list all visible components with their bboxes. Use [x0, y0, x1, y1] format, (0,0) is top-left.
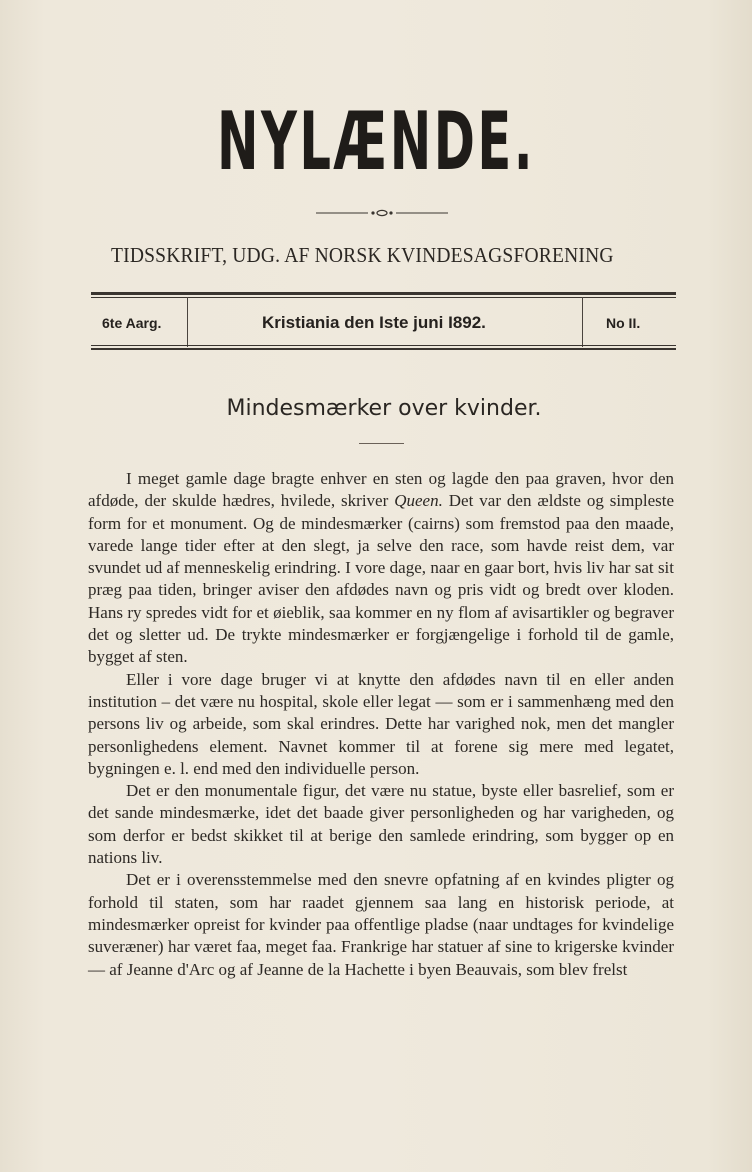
header-rule-bottom-thin — [91, 345, 676, 346]
paragraph: Eller i vore dage bruger vi at knytte den afdødes navn til en eller anden institution – det være nu hospital, skole eller legat — som er i sammenhæng med den persons liv og arbeide, som skal erindres. Dette har varighed nok, men det mangler personlighedens element. Navnet kommer til at forene sig mere med legatet, bygningen e. l. end med den individuelle person. — [88, 669, 674, 778]
paragraph: Det er i overensstemmelse med den snevre opfatning af en kvindes pligter og forhold til staten, som har raadet gjennem saa lang en historisk periode, at mindesmærker opreist for kvinder paa offentlige pladse (naar undtages for kvindelige suveræner) har været faa, meget faa. Frankrige har statuer af sine to krigerske kvinder — af Jeanne d'Arc og af Jeanne de la Hachette i byen Beauvais, som blev frelst — [88, 870, 674, 979]
header-divider-right — [582, 297, 583, 347]
masthead-title: NYLÆNDE. — [216, 95, 536, 188]
paragraph: Det er den monumentale figur, det være nu statue, byste eller basrelief, som er det sande mindesmærke, idet det baade giver personligheden og har varigheden, og som derfor er bedst skikket til at berige den samlede erindring, som bygger op en nations liv. — [88, 781, 674, 868]
header-rule-top-thin — [91, 297, 676, 298]
issue-volume: 6te Aarg. — [102, 315, 162, 331]
paragraph — [88, 468, 674, 669]
header-divider-left — [187, 297, 188, 347]
issue-place-date: Kristiania den Iste juni I892. — [262, 313, 486, 332]
journal-subtitle: TIDSSKRIFT, UDG. AF NORSK KVINDESAGSFORENING — [111, 243, 614, 267]
paragraph-text: Det var den ældste og simpleste form for et monument. Og de mindesmærker (cairns) som fremstod paa den maade, varede lange tider efter at den slegt, ja selve den race, som havde reist dem, var svundet ud af menneskelig erindring. I vore dage, naar en gaar bort, hvis liv har sat sit præg paa tiden, bringer aviser den afdødes navn og pris vidt og bredt over kloden. Hans ry spredes vidt for et øieblik, saa kommer en ny flom af avisartikler og begraver det og sletter ud. De trykte mindesmærker er forgjængelige i forhold til de gamle, bygget af sten. — [88, 491, 674, 667]
paragraph-text: I meget gamle dage bragte enhver en sten og lagde den paa graven, hvor den afdøde, der skulde hædres, hvilede, skriver — [88, 469, 674, 511]
article-title: Mindesmærker over kvinder. — [226, 396, 542, 421]
source-citation: Queen. — [394, 491, 443, 511]
header-rule-top — [91, 292, 676, 295]
article-body — [88, 468, 674, 981]
title-rule — [359, 443, 404, 444]
issue-number: No II. — [606, 315, 641, 331]
ornament-divider — [316, 207, 448, 219]
header-rule-bottom — [91, 348, 676, 350]
